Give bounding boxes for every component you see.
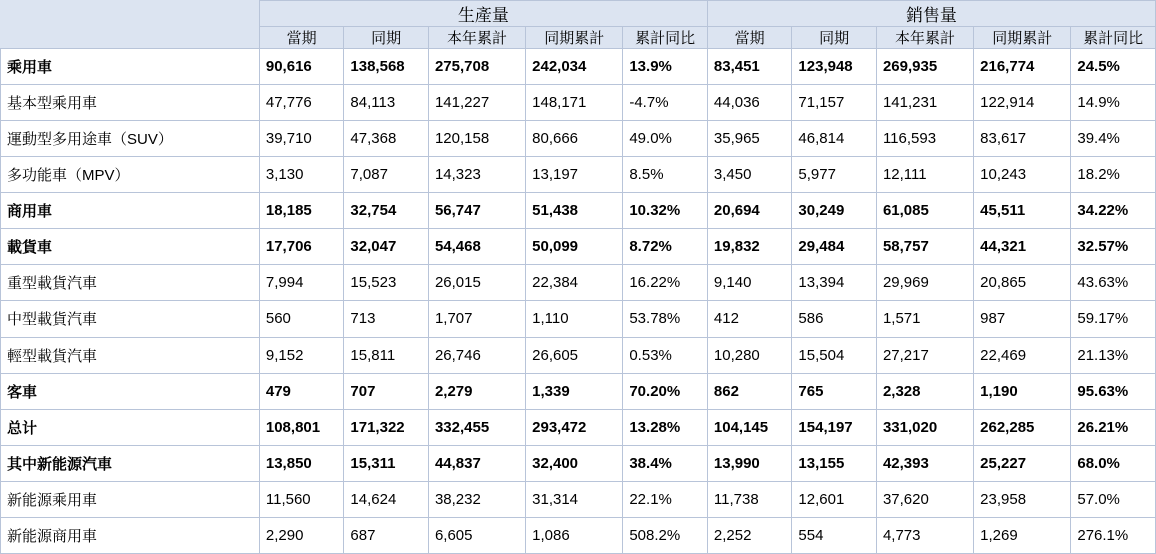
data-cell: 43.63% bbox=[1071, 265, 1156, 301]
data-cell: 0.53% bbox=[623, 337, 708, 373]
data-cell: 56,747 bbox=[428, 193, 525, 229]
data-cell: 22.1% bbox=[623, 481, 708, 517]
data-cell: 765 bbox=[792, 373, 877, 409]
table-row bbox=[1, 157, 1156, 193]
data-cell: 80,666 bbox=[526, 121, 623, 157]
data-cell: 31,314 bbox=[526, 481, 623, 517]
data-cell: 262,285 bbox=[974, 409, 1071, 445]
data-cell: 90,616 bbox=[259, 49, 344, 85]
data-cell: 216,774 bbox=[974, 49, 1071, 85]
data-cell: 16.22% bbox=[623, 265, 708, 301]
data-cell: 30,249 bbox=[792, 193, 877, 229]
subheader-production-prior-ytd: 同期累計 bbox=[526, 27, 623, 49]
data-cell: 38.4% bbox=[623, 445, 708, 481]
data-cell: 58,757 bbox=[876, 229, 973, 265]
table-row bbox=[1, 301, 1156, 337]
table-header bbox=[1, 1, 1156, 49]
data-cell: 7,994 bbox=[259, 265, 344, 301]
data-cell: 29,969 bbox=[876, 265, 973, 301]
data-cell: 39,710 bbox=[259, 121, 344, 157]
data-cell: 116,593 bbox=[876, 121, 973, 157]
data-cell: 59.17% bbox=[1071, 301, 1156, 337]
table-row bbox=[1, 121, 1156, 157]
subheader-production-prior: 同期 bbox=[344, 27, 429, 49]
subheader-sales-yoy: 累計同比 bbox=[1071, 27, 1156, 49]
data-cell: 46,814 bbox=[792, 121, 877, 157]
data-cell: 1,707 bbox=[428, 301, 525, 337]
data-cell: 13.28% bbox=[623, 409, 708, 445]
data-cell: 7,087 bbox=[344, 157, 429, 193]
table-row bbox=[1, 481, 1156, 517]
data-cell: 83,617 bbox=[974, 121, 1071, 157]
data-cell: 1,269 bbox=[974, 517, 1071, 553]
data-cell: 5,977 bbox=[792, 157, 877, 193]
data-cell: 14,624 bbox=[344, 481, 429, 517]
data-cell: 12,111 bbox=[876, 157, 973, 193]
data-cell: 13.9% bbox=[623, 49, 708, 85]
data-cell: 32,754 bbox=[344, 193, 429, 229]
data-cell: 23,958 bbox=[974, 481, 1071, 517]
subheader-sales-ytd: 本年累計 bbox=[876, 27, 973, 49]
data-cell: 8.5% bbox=[623, 157, 708, 193]
data-cell: 4,773 bbox=[876, 517, 973, 553]
data-cell: 9,140 bbox=[707, 265, 792, 301]
data-cell: 21.13% bbox=[1071, 337, 1156, 373]
data-cell: 26,746 bbox=[428, 337, 525, 373]
data-cell: 26.21% bbox=[1071, 409, 1156, 445]
data-cell: 14.9% bbox=[1071, 85, 1156, 121]
table-row bbox=[1, 445, 1156, 481]
row-label: 基本型乘用車 bbox=[1, 85, 260, 121]
row-label: 載貨車 bbox=[1, 229, 260, 265]
data-cell: 269,935 bbox=[876, 49, 973, 85]
data-cell: 38,232 bbox=[428, 481, 525, 517]
data-cell: 141,227 bbox=[428, 85, 525, 121]
data-cell: 20,694 bbox=[707, 193, 792, 229]
data-cell: 15,811 bbox=[344, 337, 429, 373]
data-cell: 11,560 bbox=[259, 481, 344, 517]
data-cell: 6,605 bbox=[428, 517, 525, 553]
data-cell: 560 bbox=[259, 301, 344, 337]
table-row bbox=[1, 337, 1156, 373]
data-cell: 51,438 bbox=[526, 193, 623, 229]
data-cell: 17,706 bbox=[259, 229, 344, 265]
data-cell: 1,086 bbox=[526, 517, 623, 553]
table-row bbox=[1, 409, 1156, 445]
data-cell: 275,708 bbox=[428, 49, 525, 85]
data-cell: 44,837 bbox=[428, 445, 525, 481]
data-cell: 12,601 bbox=[792, 481, 877, 517]
header-corner-cell bbox=[1, 1, 260, 49]
data-cell: 24.5% bbox=[1071, 49, 1156, 85]
data-cell: 332,455 bbox=[428, 409, 525, 445]
data-cell: 141,231 bbox=[876, 85, 973, 121]
data-cell: 120,158 bbox=[428, 121, 525, 157]
row-label: 重型載貨汽車 bbox=[1, 265, 260, 301]
data-cell: 13,197 bbox=[526, 157, 623, 193]
data-cell: 20,865 bbox=[974, 265, 1071, 301]
data-cell: 171,322 bbox=[344, 409, 429, 445]
data-cell: 10,243 bbox=[974, 157, 1071, 193]
row-label: 中型載貨汽車 bbox=[1, 301, 260, 337]
data-cell: 49.0% bbox=[623, 121, 708, 157]
group-header-production: 生產量 bbox=[259, 1, 707, 27]
data-cell: 687 bbox=[344, 517, 429, 553]
data-cell: 1,110 bbox=[526, 301, 623, 337]
data-cell: 70.20% bbox=[623, 373, 708, 409]
data-cell: 83,451 bbox=[707, 49, 792, 85]
data-cell: 57.0% bbox=[1071, 481, 1156, 517]
subheader-sales-current: 當期 bbox=[707, 27, 792, 49]
data-cell: 25,227 bbox=[974, 445, 1071, 481]
subheader-production-yoy: 累計同比 bbox=[623, 27, 708, 49]
data-cell: 2,328 bbox=[876, 373, 973, 409]
table-row bbox=[1, 49, 1156, 85]
table-row bbox=[1, 85, 1156, 121]
data-cell: 22,469 bbox=[974, 337, 1071, 373]
data-cell: 15,523 bbox=[344, 265, 429, 301]
data-cell: 39.4% bbox=[1071, 121, 1156, 157]
data-cell: 479 bbox=[259, 373, 344, 409]
data-cell: 13,990 bbox=[707, 445, 792, 481]
data-cell: 27,217 bbox=[876, 337, 973, 373]
data-cell: 707 bbox=[344, 373, 429, 409]
data-cell: 331,020 bbox=[876, 409, 973, 445]
data-cell: 2,252 bbox=[707, 517, 792, 553]
data-cell: 586 bbox=[792, 301, 877, 337]
data-cell: 13,850 bbox=[259, 445, 344, 481]
data-cell: 2,290 bbox=[259, 517, 344, 553]
subheader-production-ytd: 本年累計 bbox=[428, 27, 525, 49]
data-cell: 32,400 bbox=[526, 445, 623, 481]
data-cell: 50,099 bbox=[526, 229, 623, 265]
table-row bbox=[1, 373, 1156, 409]
data-cell: 71,157 bbox=[792, 85, 877, 121]
subheader-production-current: 當期 bbox=[259, 27, 344, 49]
data-cell: 53.78% bbox=[623, 301, 708, 337]
row-label: 客車 bbox=[1, 373, 260, 409]
data-cell: 42,393 bbox=[876, 445, 973, 481]
data-cell: 13,155 bbox=[792, 445, 877, 481]
data-cell: 26,015 bbox=[428, 265, 525, 301]
data-cell: 122,914 bbox=[974, 85, 1071, 121]
table-row bbox=[1, 229, 1156, 265]
data-cell: 35,965 bbox=[707, 121, 792, 157]
data-cell: 554 bbox=[792, 517, 877, 553]
table-row bbox=[1, 265, 1156, 301]
row-label: 其中新能源汽車 bbox=[1, 445, 260, 481]
data-cell: 32.57% bbox=[1071, 229, 1156, 265]
data-cell: 26,605 bbox=[526, 337, 623, 373]
row-label: 新能源乘用車 bbox=[1, 481, 260, 517]
data-cell: 412 bbox=[707, 301, 792, 337]
data-cell: 47,368 bbox=[344, 121, 429, 157]
data-cell: 18,185 bbox=[259, 193, 344, 229]
data-cell: 14,323 bbox=[428, 157, 525, 193]
data-cell: 104,145 bbox=[707, 409, 792, 445]
data-cell: 987 bbox=[974, 301, 1071, 337]
data-cell: 1,571 bbox=[876, 301, 973, 337]
data-cell: 13,394 bbox=[792, 265, 877, 301]
data-cell: 84,113 bbox=[344, 85, 429, 121]
data-cell: 8.72% bbox=[623, 229, 708, 265]
data-cell: 47,776 bbox=[259, 85, 344, 121]
data-cell: -4.7% bbox=[623, 85, 708, 121]
data-cell: 9,152 bbox=[259, 337, 344, 373]
data-cell: 61,085 bbox=[876, 193, 973, 229]
data-cell: 34.22% bbox=[1071, 193, 1156, 229]
row-label: 新能源商用車 bbox=[1, 517, 260, 553]
data-cell: 22,384 bbox=[526, 265, 623, 301]
data-cell: 54,468 bbox=[428, 229, 525, 265]
data-cell: 293,472 bbox=[526, 409, 623, 445]
data-cell: 29,484 bbox=[792, 229, 877, 265]
group-header-sales: 銷售量 bbox=[707, 1, 1155, 27]
data-cell: 3,130 bbox=[259, 157, 344, 193]
data-cell: 148,171 bbox=[526, 85, 623, 121]
data-cell: 123,948 bbox=[792, 49, 877, 85]
data-cell: 508.2% bbox=[623, 517, 708, 553]
data-cell: 10,280 bbox=[707, 337, 792, 373]
row-label: 運動型多用途車（SUV） bbox=[1, 121, 260, 157]
table-body bbox=[1, 49, 1156, 554]
data-cell: 44,036 bbox=[707, 85, 792, 121]
data-cell: 44,321 bbox=[974, 229, 1071, 265]
data-cell: 138,568 bbox=[344, 49, 429, 85]
data-cell: 242,034 bbox=[526, 49, 623, 85]
row-label: 輕型載貨汽車 bbox=[1, 337, 260, 373]
row-label: 总计 bbox=[1, 409, 260, 445]
row-label: 多功能車（MPV） bbox=[1, 157, 260, 193]
data-cell: 10.32% bbox=[623, 193, 708, 229]
data-cell: 11,738 bbox=[707, 481, 792, 517]
data-cell: 862 bbox=[707, 373, 792, 409]
data-cell: 276.1% bbox=[1071, 517, 1156, 553]
data-cell: 18.2% bbox=[1071, 157, 1156, 193]
data-cell: 108,801 bbox=[259, 409, 344, 445]
data-cell: 1,339 bbox=[526, 373, 623, 409]
data-cell: 2,279 bbox=[428, 373, 525, 409]
table-row bbox=[1, 193, 1156, 229]
data-cell: 68.0% bbox=[1071, 445, 1156, 481]
data-cell: 45,511 bbox=[974, 193, 1071, 229]
data-cell: 32,047 bbox=[344, 229, 429, 265]
row-label: 商用車 bbox=[1, 193, 260, 229]
data-cell: 154,197 bbox=[792, 409, 877, 445]
data-cell: 19,832 bbox=[707, 229, 792, 265]
data-cell: 713 bbox=[344, 301, 429, 337]
data-cell: 3,450 bbox=[707, 157, 792, 193]
data-cell: 95.63% bbox=[1071, 373, 1156, 409]
row-label: 乘用車 bbox=[1, 49, 260, 85]
data-cell: 37,620 bbox=[876, 481, 973, 517]
table-row bbox=[1, 517, 1156, 553]
data-cell: 15,311 bbox=[344, 445, 429, 481]
subheader-sales-prior: 同期 bbox=[792, 27, 877, 49]
subheader-sales-prior-ytd: 同期累計 bbox=[974, 27, 1071, 49]
table-group-header-row bbox=[1, 1, 1156, 27]
data-cell: 15,504 bbox=[792, 337, 877, 373]
data-cell: 1,190 bbox=[974, 373, 1071, 409]
